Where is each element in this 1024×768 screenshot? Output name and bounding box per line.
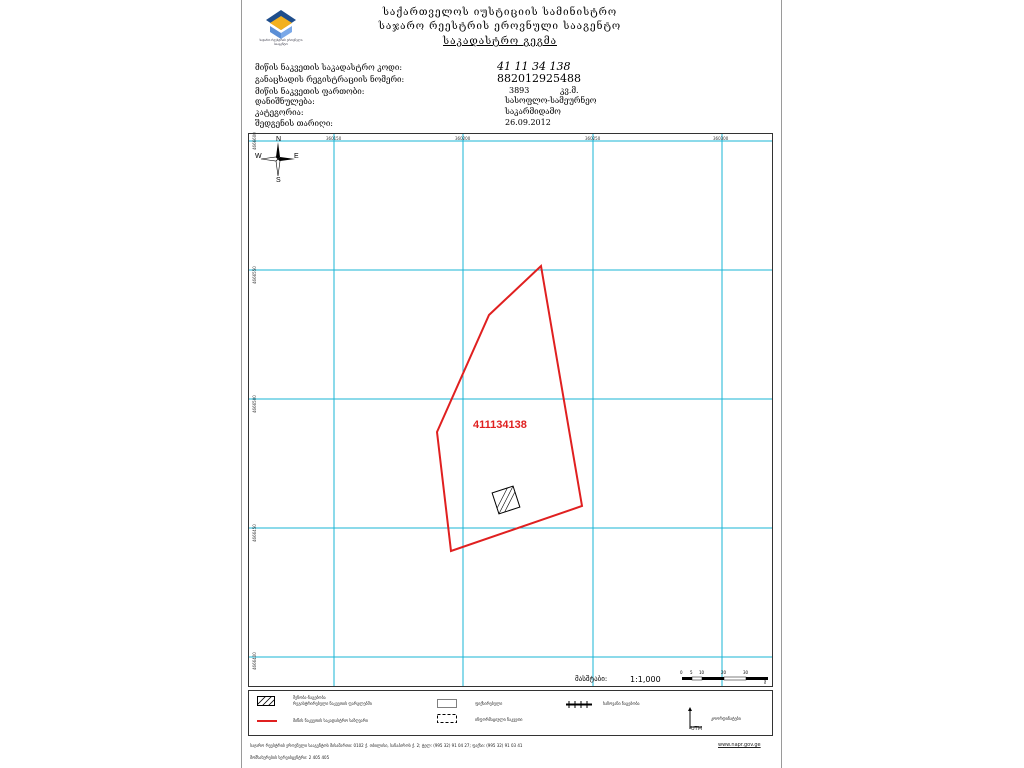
category-label: კატეგორია:: [255, 108, 304, 117]
footer-address: საჯარო რეესტრის ეროვნული სააგენტოს მისამართი: 0102 ქ. თბილისი, სანაპიროს ქ. 2; ტელ: (995 32) 91 04 27; ფაქსი: (995 32) 91 03 41: [250, 743, 523, 748]
x-coord-label: 360200: [455, 136, 471, 141]
purpose-label: დანიშნულება:: [255, 97, 315, 106]
registration-number-label: განაცხადის რეგისტრაციის ნომერი:: [255, 75, 405, 84]
legend-boundary-text: მიწის ნაკვეთის საკადასტრო საზღვარი: [293, 718, 368, 723]
legend-linear-text: ხაზოვანი ნაგებობა: [603, 701, 640, 706]
cadastral-code-value: 41 11 34 138: [497, 60, 571, 73]
legend-fixed-text: ფიქსირებული: [475, 701, 503, 706]
fence-line-icon: [566, 701, 592, 708]
compass-w-label: W: [255, 153, 262, 160]
compass-e-label: E: [294, 153, 299, 160]
scale-unit: მ: [764, 680, 767, 684]
date-value: 26.09.2012: [505, 118, 551, 127]
footer-service: მომსახურების სერვისცენტრი: 2 405 405: [250, 755, 330, 760]
website-link[interactable]: www.napr.gov.ge: [718, 742, 761, 748]
utm-label: UTM: [691, 726, 703, 732]
logo-caption: საჯარო რეესტრის ეროვნული სააგენტო: [259, 38, 303, 46]
x-coord-label: 360150: [326, 136, 342, 141]
hatched-building-icon: [257, 696, 275, 706]
y-coord-label: 4666450: [252, 524, 257, 542]
north-arrow-icon: [255, 136, 301, 182]
category-value: საკარმიდამო: [505, 107, 561, 116]
legend-building-text: შენობა-ნაგებობა: [293, 695, 326, 700]
x-coord-label: 360300: [713, 136, 729, 141]
y-coord-label: 4666600: [252, 132, 257, 150]
y-coord-label: 4666550: [252, 266, 257, 284]
cadastral-code-label: მიწის ნაკვეთის საკადასტრო კოდი:: [255, 63, 403, 72]
utm-note-text: კოორდინატები: [711, 716, 741, 721]
scale-tick: 0: [680, 670, 683, 675]
scale-tick: 10: [699, 670, 705, 675]
document-title: საკადასტრო გეგმა: [443, 36, 557, 47]
area-unit: კვ.მ.: [560, 86, 579, 95]
y-coord-label: 4666400: [252, 652, 257, 670]
ministry-title: საქართველოს იუსტიციის სამინისტრო: [382, 7, 618, 18]
x-coord-label: 360250: [585, 136, 601, 141]
scale-tick: 30: [743, 670, 749, 675]
legend-building-subtext: რეგისტრირებული ნაკვეთის ფარგლებში: [293, 701, 372, 706]
scale-tick: 5: [690, 670, 693, 675]
y-coord-label: 4666500: [252, 395, 257, 413]
legend-info-parcel-text: ინფორმაციული ნაკვეთი: [475, 717, 523, 722]
date-label: შედგენის თარიღი:: [255, 119, 333, 128]
scale-label: მასშტაბი:: [575, 675, 608, 683]
building-footprint: [492, 486, 520, 514]
scale-tick: 20: [721, 670, 727, 675]
purpose-value: სასოფლო-სამეურნეო: [505, 96, 597, 105]
agency-title: საჯარო რეესტრის ეროვნული სააგენტო: [378, 21, 622, 32]
scale-value: 1:1,000: [630, 675, 661, 684]
red-line-icon: [257, 719, 277, 723]
scale-bar: [680, 668, 770, 684]
registration-number-value: 882012925488: [497, 72, 581, 85]
compass-n-label: N: [276, 136, 282, 143]
area-value: 3893: [509, 86, 530, 95]
parcel-code-label: 411134138: [473, 419, 527, 431]
area-label: მიწის ნაკვეთის ფართობი:: [255, 87, 365, 96]
compass-s-label: S: [276, 177, 281, 182]
dashed-box-icon: [437, 714, 457, 723]
dotted-box-icon: [437, 699, 457, 708]
